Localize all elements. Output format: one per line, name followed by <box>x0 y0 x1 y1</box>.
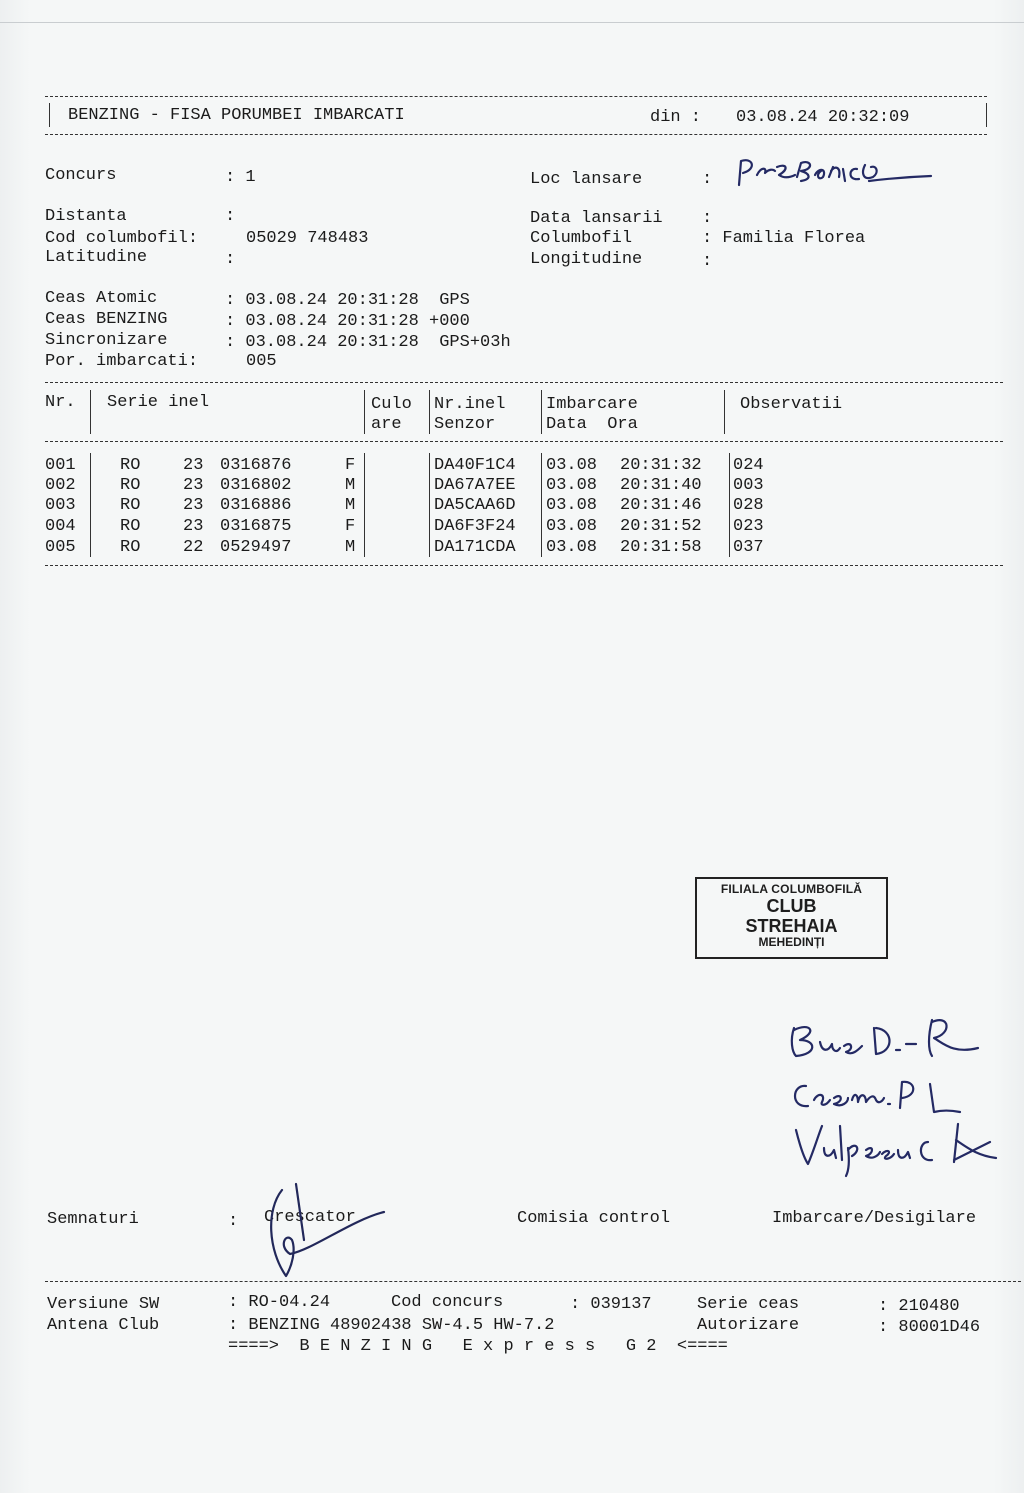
table-top-border <box>45 382 1003 383</box>
th-serie-inel: Serie inel <box>107 393 210 412</box>
table-bottom-border <box>45 565 1003 566</box>
cell-year: 23 <box>183 496 204 515</box>
cell-country: RO <box>120 476 141 495</box>
serie-ceas-value: : 210480 <box>878 1297 960 1316</box>
ceas-atomic-label: Ceas Atomic <box>45 289 158 308</box>
cell-ring: 0316875 <box>220 517 292 536</box>
cod-concurs-value: : 039137 <box>570 1295 652 1314</box>
ceas-benzing-label: Ceas BENZING <box>45 310 168 329</box>
cell-obs: 028 <box>733 496 764 515</box>
cell-sensor: DA67A7EE <box>434 476 516 495</box>
cell-obs: 023 <box>733 517 764 536</box>
header-din-label: din : <box>650 108 702 127</box>
loc-lansare-colon: : <box>702 170 713 189</box>
cell-date: 03.08 <box>546 496 598 515</box>
loc-lansare-label: Loc lansare <box>530 170 643 189</box>
header-left-border <box>49 103 50 127</box>
cell-country: RO <box>120 538 141 557</box>
th-nr: Nr. <box>45 393 76 412</box>
th-nrinel-1: Nr.inel <box>434 395 506 414</box>
stamp-line-3: STREHAIA <box>745 916 838 936</box>
cell-sensor: DA40F1C4 <box>434 456 516 475</box>
imbarcare-desigilare-label: Imbarcare/Desigilare <box>772 1209 977 1228</box>
cell-sex: M <box>345 496 356 515</box>
th-culoare-2: are <box>371 415 402 434</box>
cod-columbofil-value: 05029 748483 <box>246 229 369 248</box>
por-imbarcati-label: Por. imbarcati: <box>45 352 199 371</box>
autorizare-label: Autorizare <box>697 1316 800 1335</box>
cell-ring: 0316876 <box>220 456 292 475</box>
table-header-border <box>45 441 1003 442</box>
col-sep-serie-body <box>364 453 365 557</box>
cell-country: RO <box>120 517 141 536</box>
cell-obs: 003 <box>733 476 764 495</box>
th-nrinel-2: Senzor <box>434 415 496 434</box>
stamp-line-2: CLUB <box>766 896 817 916</box>
antena-club-label: Antena Club <box>47 1316 160 1335</box>
benzing-express-banner: ====> B E N Z I N G E x p r e s s G 2 <==== <box>228 1337 728 1356</box>
cod-concurs-label: Cod concurs <box>391 1293 504 1312</box>
cell-ring: 0529497 <box>220 538 292 557</box>
serie-ceas-label: Serie ceas <box>697 1295 800 1314</box>
semnaturi-label: Semnaturi <box>47 1210 139 1229</box>
stamp-line-1: FILIALA COLUMBOFILĂ <box>720 882 863 896</box>
cell-sex: F <box>345 517 356 536</box>
header-right-border <box>986 103 987 127</box>
col-sep-culoare-body <box>429 453 430 557</box>
document-title: BENZING - FISA PORUMBEI IMBARCATI <box>68 106 405 125</box>
autorizare-value: : 80001D46 <box>878 1318 981 1337</box>
columbofil-label: Columbofil <box>530 229 633 248</box>
th-observatii: Observatii <box>740 395 843 414</box>
cell-sex: M <box>345 476 356 495</box>
cell-year: 23 <box>183 476 204 495</box>
scan-edge-line <box>0 22 1024 23</box>
col-sep-culoare <box>429 390 430 434</box>
cell-date: 03.08 <box>546 456 598 475</box>
sincronizare-label: Sincronizare <box>45 331 168 350</box>
club-stamp <box>695 877 888 959</box>
cell-country: RO <box>120 456 141 475</box>
cell-sensor: DA5CAA6D <box>434 496 516 515</box>
th-imbarcare-2: Data Ora <box>546 415 638 434</box>
cell-year: 23 <box>183 517 204 536</box>
ceas-benzing-value: : 03.08.24 20:31:28 +000 <box>225 312 470 331</box>
cell-year: 23 <box>183 456 204 475</box>
data-lansarii-label: Data lansarii <box>530 209 663 228</box>
col-sep-serie <box>364 390 365 434</box>
cell-nr: 001 <box>45 456 76 475</box>
versiune-sw-label: Versiune SW <box>47 1295 160 1314</box>
cell-sensor: DA171CDA <box>434 538 516 557</box>
stamp-line-4: MEHEDINȚI <box>758 935 825 949</box>
antena-club-value: : BENZING 48902438 SW-4.5 HW-7.2 <box>228 1316 555 1335</box>
versiune-sw-value: : RO-04.24 <box>228 1293 331 1312</box>
latitudine-value: : <box>225 250 236 269</box>
cell-time: 20:31:32 <box>620 456 702 475</box>
cell-sex: M <box>345 538 356 557</box>
cell-time: 20:31:58 <box>620 538 702 557</box>
cell-ring: 0316802 <box>220 476 292 495</box>
col-sep-nrinel-body <box>541 453 542 557</box>
crescator-label: Crescator <box>264 1208 356 1227</box>
cell-obs: 037 <box>733 538 764 557</box>
concurs-label: Concurs <box>45 166 117 185</box>
cell-nr: 002 <box>45 476 76 495</box>
th-culoare-1: Culo <box>371 395 412 414</box>
comisia-control-label: Comisia control <box>517 1209 671 1228</box>
semnaturi-colon: : <box>228 1212 239 1231</box>
crescator-signature <box>262 1180 402 1280</box>
footer-top-border <box>45 1281 1021 1282</box>
cell-nr: 005 <box>45 538 76 557</box>
col-sep-nrinel <box>541 390 542 434</box>
col-sep-nr-body <box>90 453 91 557</box>
sincronizare-value: : 03.08.24 20:31:28 GPS+03h <box>225 333 511 352</box>
committee-handwritten-names <box>782 1000 1012 1170</box>
col-sep-imbarcare-body <box>729 453 730 557</box>
col-sep-nr <box>90 390 91 434</box>
cell-time: 20:31:46 <box>620 496 702 515</box>
longitudine-value: : <box>702 252 713 271</box>
cell-sensor: DA6F3F24 <box>434 517 516 536</box>
distanta-value: : <box>225 207 236 226</box>
cell-sex: F <box>345 456 356 475</box>
cell-ring: 0316886 <box>220 496 292 515</box>
ceas-atomic-value: : 03.08.24 20:31:28 GPS <box>225 291 470 310</box>
col-sep-imbarcare <box>724 390 725 434</box>
cell-country: RO <box>120 496 141 515</box>
th-imbarcare-1: Imbarcare <box>546 395 638 414</box>
distanta-label: Distanta <box>45 207 127 226</box>
longitudine-label: Longitudine <box>530 250 643 269</box>
latitudine-label: Latitudine <box>45 248 148 267</box>
cell-nr: 003 <box>45 496 76 515</box>
cell-nr: 004 <box>45 517 76 536</box>
cell-date: 03.08 <box>546 538 598 557</box>
cod-columbofil-label: Cod columbofil: <box>45 229 199 248</box>
por-imbarcati-value: 005 <box>246 352 277 371</box>
header-datetime: 03.08.24 20:32:09 <box>736 108 910 127</box>
header-top-border <box>45 96 987 97</box>
cell-date: 03.08 <box>546 517 598 536</box>
cell-obs: 024 <box>733 456 764 475</box>
concurs-value: : 1 <box>225 168 256 187</box>
loc-lansare-handwriting <box>735 155 935 195</box>
cell-time: 20:31:40 <box>620 476 702 495</box>
cell-time: 20:31:52 <box>620 517 702 536</box>
cell-year: 22 <box>183 538 204 557</box>
cell-date: 03.08 <box>546 476 598 495</box>
data-lansarii-value: : <box>702 209 713 228</box>
columbofil-value: : Familia Florea <box>702 229 866 248</box>
header-bottom-border <box>45 134 987 135</box>
